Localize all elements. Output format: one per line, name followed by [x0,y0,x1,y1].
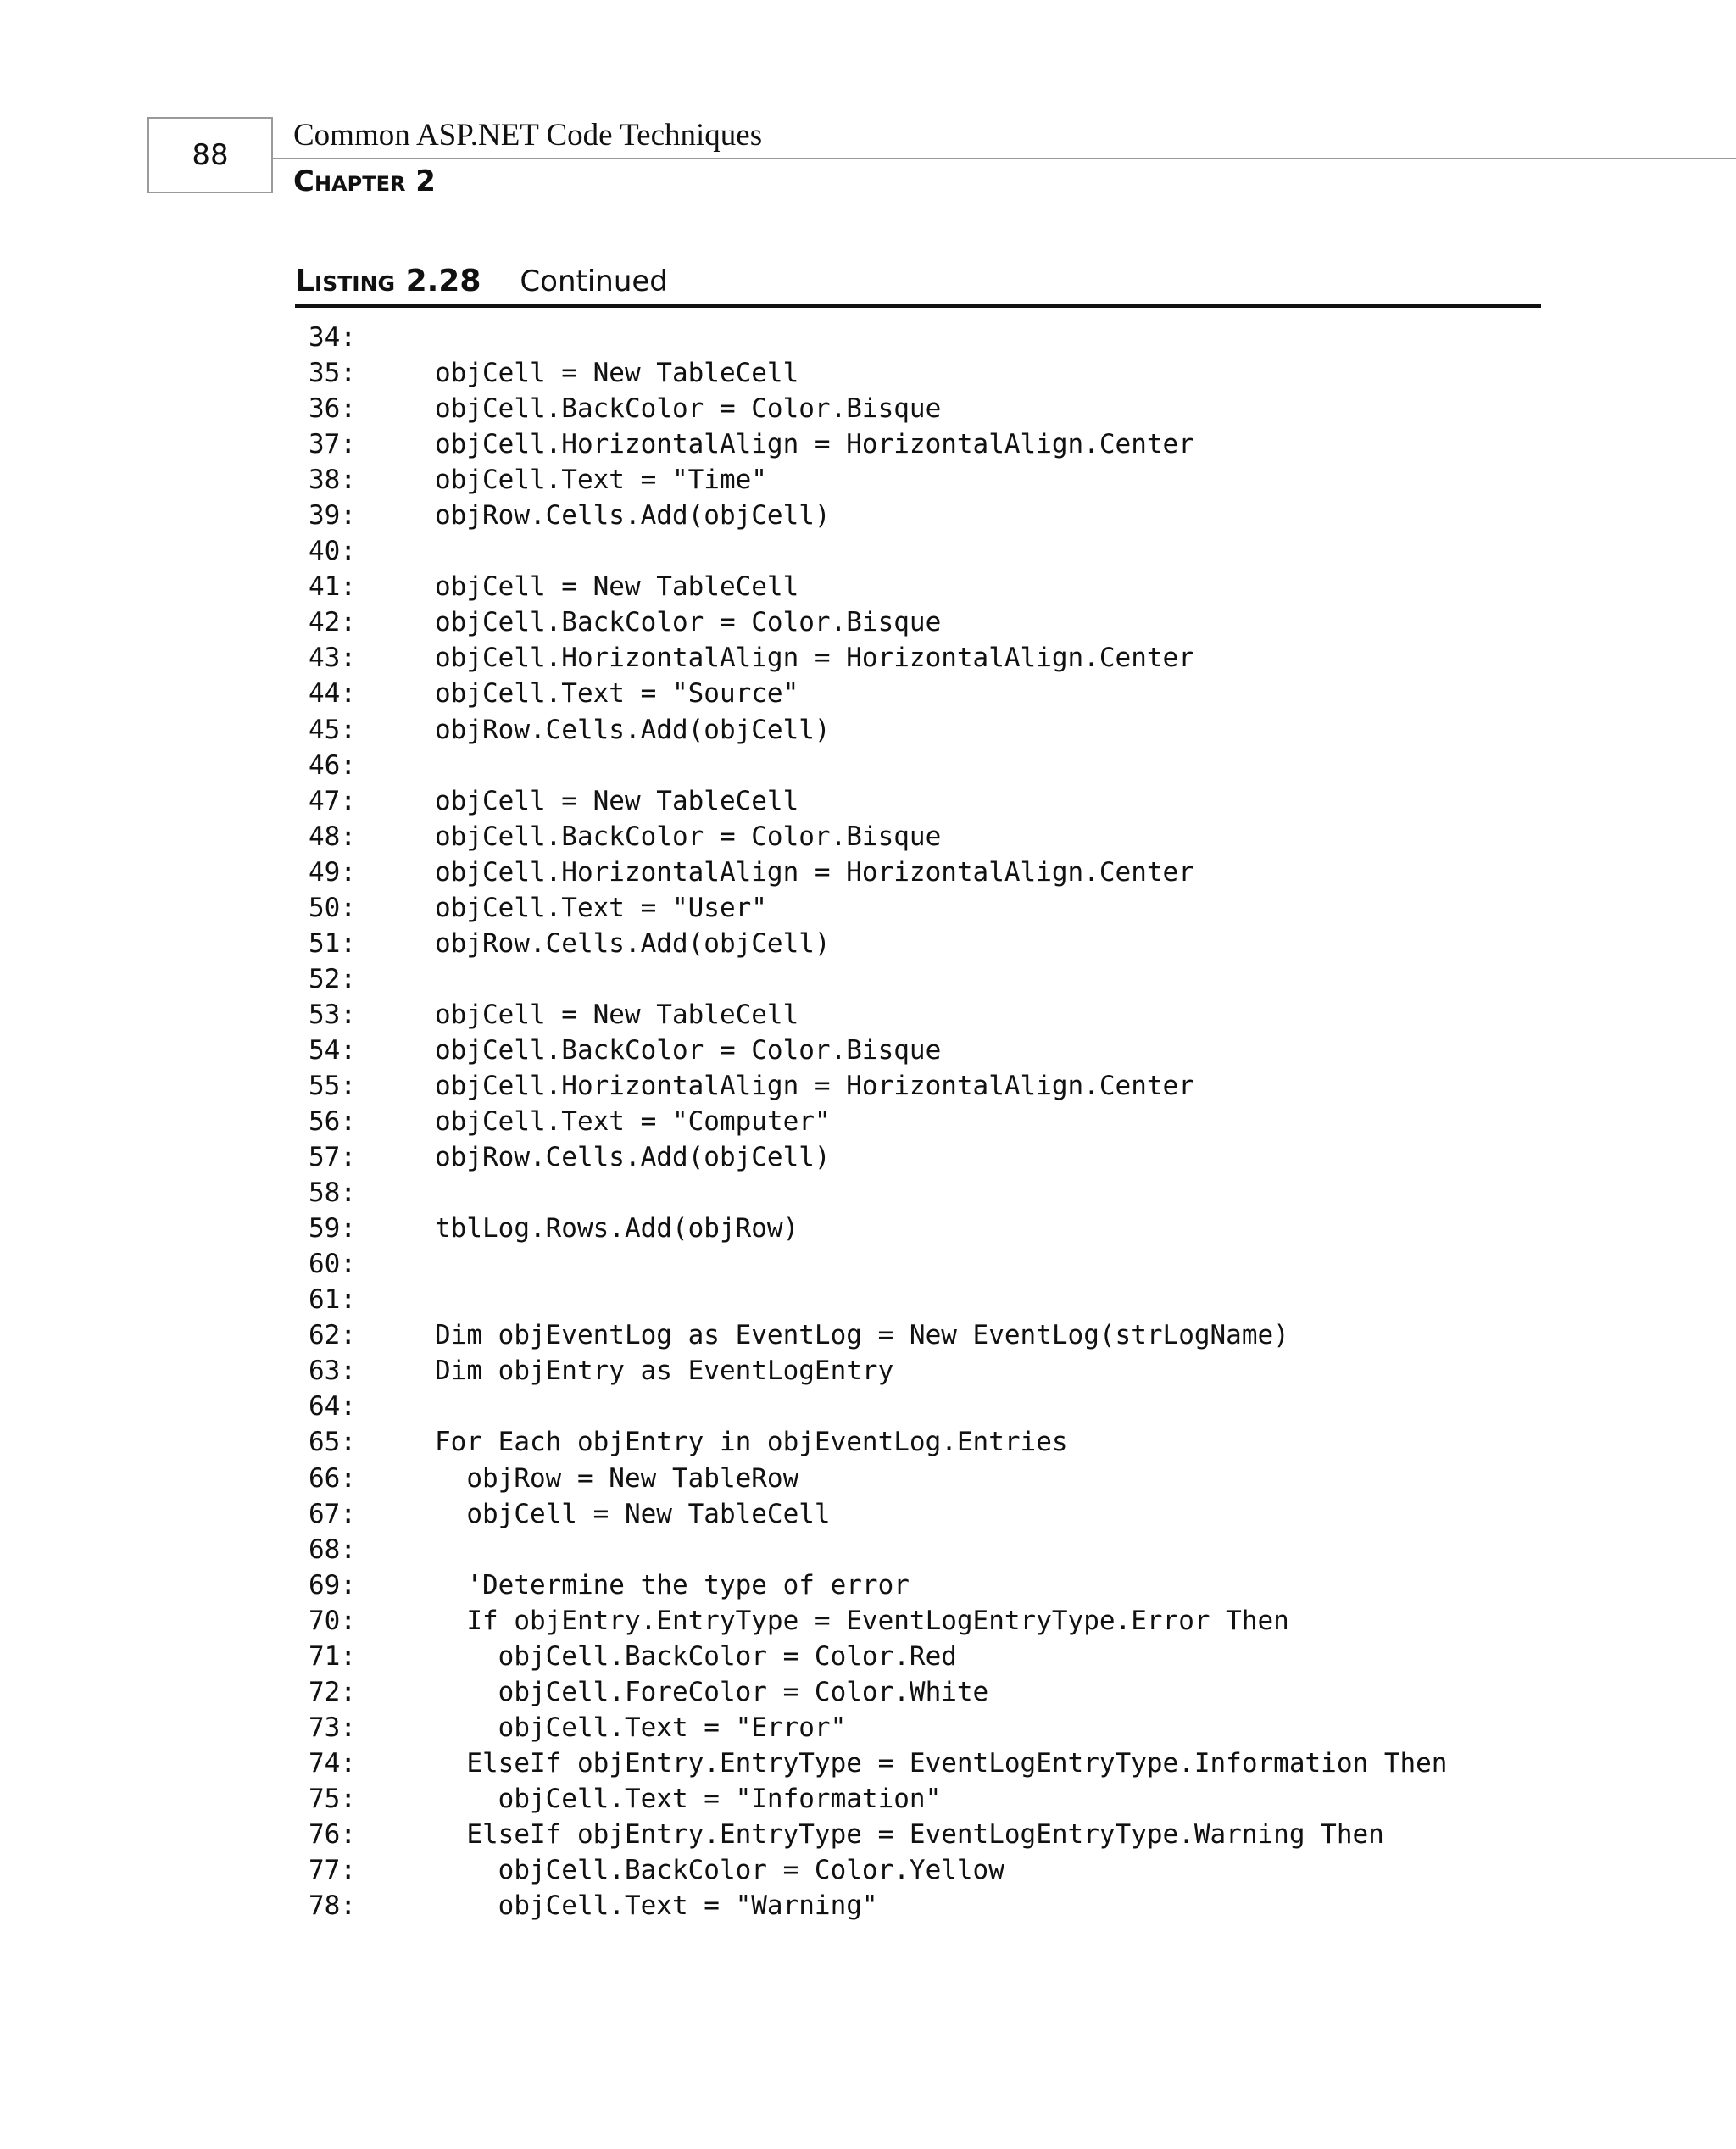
code-line [309,533,1580,569]
code-text: objRow.Cells.Add(objCell) [435,500,831,532]
line-number: 47: [309,785,356,816]
code-text: 'Determine the type of error [435,1569,910,1601]
line-number: 37: [309,429,356,460]
code-line [309,1781,1580,1817]
code-text: objCell.HorizontalAlign = HorizontalAlign.Center [435,429,1194,460]
code-line [309,1852,1580,1888]
line-number: 45: [309,714,356,745]
line-number: 57: [309,1142,356,1173]
code-text: objCell.Text = "User" [435,892,767,923]
code-line [309,926,1580,961]
code-line [309,1033,1580,1068]
line-number: 70: [309,1605,356,1636]
code-line [309,1246,1580,1282]
code-text: objCell.HorizontalAlign = HorizontalAlign.Center [435,1070,1194,1101]
code-text: objCell.ForeColor = Color.White [435,1676,989,1707]
line-number: 40: [309,536,356,567]
line-number: 62: [309,1320,356,1351]
line-number: 73: [309,1712,356,1743]
line-number: 39: [309,500,356,532]
code-line [309,1139,1580,1175]
code-line [309,1389,1580,1424]
line-number: 67: [309,1498,356,1529]
code-line [309,890,1580,926]
code-text: objCell.Text = "Information" [435,1783,942,1814]
line-number: 71: [309,1640,356,1672]
code-line [309,748,1580,783]
code-text: Dim objEntry as EventLogEntry [435,1356,894,1387]
code-line [309,1211,1580,1246]
code-text: objCell = New TableCell [435,785,799,816]
code-text: objCell.Text = "Error" [435,1712,847,1743]
line-number: 68: [309,1534,356,1565]
line-number: 72: [309,1676,356,1707]
line-number: 46: [309,749,356,781]
code-text: tblLog.Rows.Add(objRow) [435,1213,799,1244]
book-title: Common ASP.NET Code Techniques [293,118,763,153]
code-line [309,855,1580,890]
line-number: 63: [309,1356,356,1387]
line-number: 52: [309,963,356,994]
code-line [309,1567,1580,1603]
code-text: objCell.HorizontalAlign = HorizontalAlign.Center [435,856,1194,888]
code-line [309,1282,1580,1317]
line-number: 69: [309,1569,356,1601]
code-text: objCell.Text = "Warning" [435,1890,878,1922]
line-number: 41: [309,571,356,603]
code-text: objRow = New TableRow [435,1462,799,1494]
code-text: ElseIf objEntry.EntryType = EventLogEntryType.Information Then [435,1747,1448,1779]
code-line [309,997,1580,1033]
code-text: objRow.Cells.Add(objCell) [435,1142,831,1173]
code-line [309,1461,1580,1496]
line-number: 64: [309,1391,356,1422]
code-line [309,676,1580,711]
chapter-label: Chapter 2 [293,164,436,198]
code-line [309,1424,1580,1460]
line-number: 51: [309,927,356,959]
line-number: 35: [309,358,356,389]
code-text: objCell.BackColor = Color.Yellow [435,1855,1004,1886]
code-text: objCell.BackColor = Color.Bisque [435,821,942,852]
code-line [309,1175,1580,1211]
code-text: objCell.HorizontalAlign = HorizontalAlign.Center [435,643,1194,674]
code-line [309,1353,1580,1389]
code-line [309,1317,1580,1353]
line-number: 53: [309,999,356,1030]
listing-heading [295,259,1541,303]
listing-rule [295,304,1541,308]
code-text: objCell = New TableCell [435,358,799,389]
code-line [309,712,1580,748]
line-number: 77: [309,1855,356,1886]
listing-label: Listing 2.28 [295,264,481,298]
code-line [309,961,1580,997]
line-number: 55: [309,1070,356,1101]
code-line [309,640,1580,676]
code-line [309,1068,1580,1104]
code-line [309,1104,1580,1139]
code-line [309,320,1580,355]
code-text: objCell.BackColor = Color.Bisque [435,607,942,638]
line-number: 59: [309,1213,356,1244]
code-text: objCell = New TableCell [435,999,799,1030]
line-number: 42: [309,607,356,638]
line-number: 43: [309,643,356,674]
line-number: 36: [309,393,356,425]
code-line [309,1532,1580,1567]
code-line [309,1817,1580,1852]
line-number: 74: [309,1747,356,1779]
code-text: objCell.Text = "Source" [435,678,799,710]
line-number: 78: [309,1890,356,1922]
code-line [309,462,1580,498]
line-number: 65: [309,1427,356,1458]
code-text: objCell = New TableCell [435,1498,831,1529]
line-number: 61: [309,1284,356,1316]
code-text: objRow.Cells.Add(objCell) [435,714,831,745]
code-text: objCell.BackColor = Color.Bisque [435,1034,942,1066]
code-line [309,1674,1580,1710]
code-line [309,426,1580,462]
line-number: 58: [309,1177,356,1209]
code-line [309,355,1580,391]
line-number: 38: [309,465,356,496]
line-number: 60: [309,1249,356,1280]
code-text: Dim objEventLog as EventLog = New EventLog(strLogName) [435,1320,1289,1351]
line-number: 48: [309,821,356,852]
code-line [309,569,1580,604]
code-line [309,1710,1580,1745]
line-number: 75: [309,1783,356,1814]
line-number: 66: [309,1462,356,1494]
code-text: If objEntry.EntryType = EventLogEntryType.Error Then [435,1605,1289,1636]
code-line [309,1745,1580,1781]
code-text: ElseIf objEntry.EntryType = EventLogEntryType.Warning Then [435,1818,1384,1850]
code-line [309,498,1580,533]
line-number: 34: [309,322,356,353]
code-line [309,783,1580,819]
line-number: 54: [309,1034,356,1066]
line-number: 56: [309,1106,356,1138]
code-line [309,604,1580,640]
code-text: For Each objEntry in objEventLog.Entries [435,1427,1068,1458]
code-line [309,1603,1580,1639]
page-number: 88 [147,117,273,193]
header-divider [273,158,1736,159]
code-line [309,391,1580,426]
listing-caption: Continued [520,264,668,298]
code-text: objCell.BackColor = Color.Red [435,1640,957,1672]
code-text: objCell.Text = "Time" [435,465,767,496]
code-line [309,1639,1580,1674]
code-text: objCell.Text = "Computer" [435,1106,831,1138]
code-text: objRow.Cells.Add(objCell) [435,927,831,959]
code-line [309,819,1580,855]
line-number: 44: [309,678,356,710]
code-line [309,1496,1580,1532]
line-number: 50: [309,892,356,923]
line-number: 76: [309,1818,356,1850]
code-text: objCell = New TableCell [435,571,799,603]
code-text: objCell.BackColor = Color.Bisque [435,393,942,425]
code-listing [309,320,1580,1924]
code-line [309,1888,1580,1924]
line-number: 49: [309,856,356,888]
